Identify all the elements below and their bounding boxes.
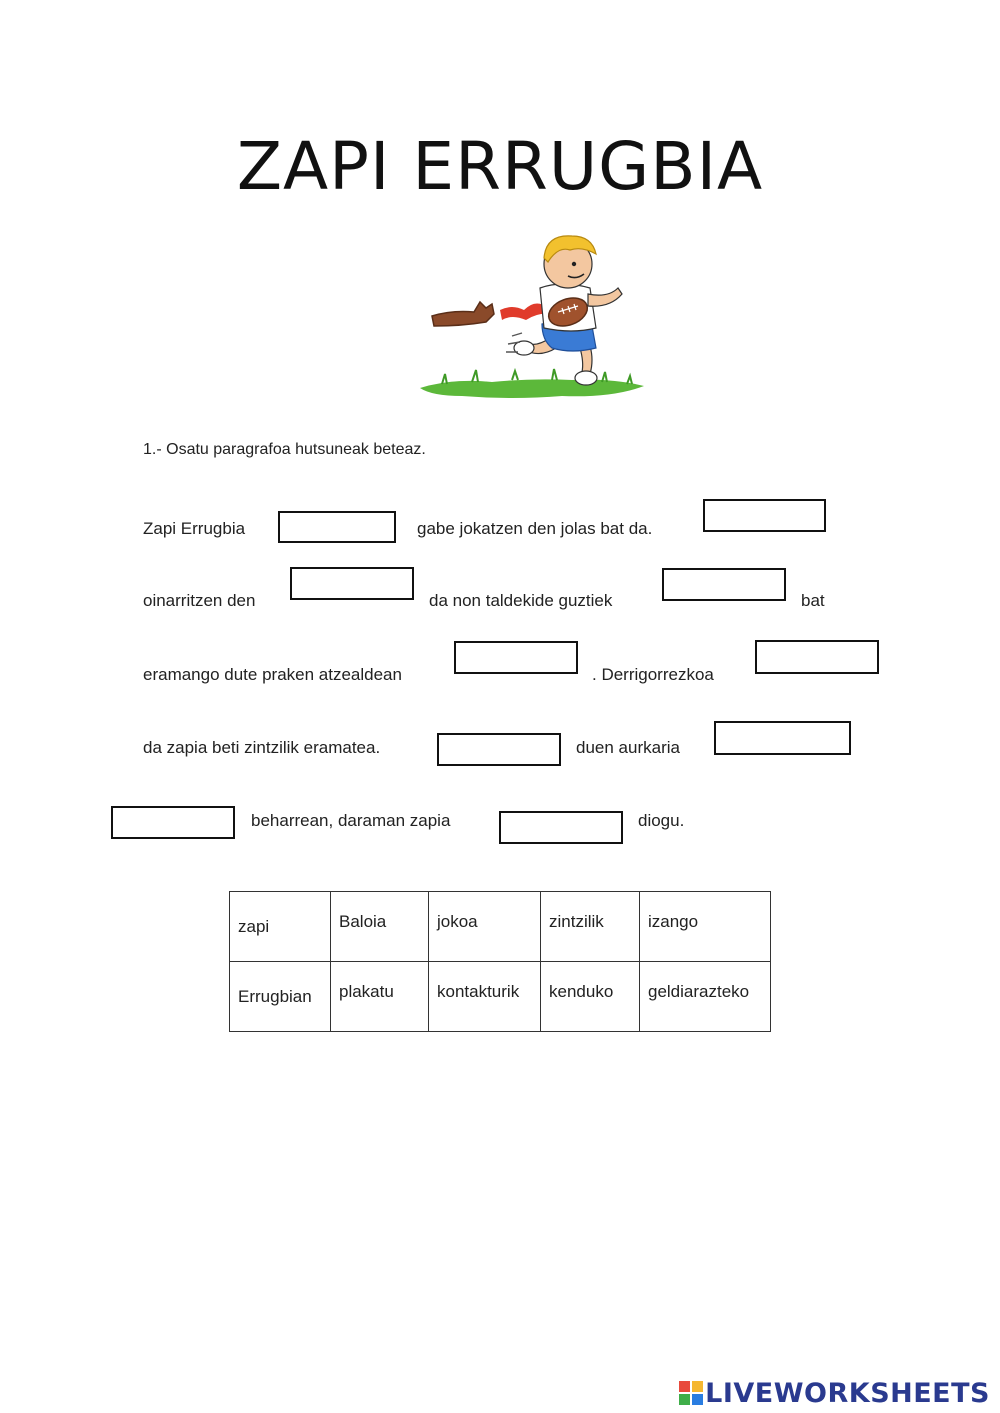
page-title: ZAPI ERRUGBIA bbox=[236, 128, 764, 205]
blank-input-6[interactable] bbox=[755, 640, 879, 674]
paragraph-text: . Derrigorrezkoa bbox=[592, 665, 714, 684]
paragraph-text: duen aurkaria bbox=[576, 738, 680, 757]
liveworksheets-logo bbox=[679, 1378, 990, 1409]
paragraph-text: diogu. bbox=[638, 811, 685, 830]
word-cell: Errugbian bbox=[230, 962, 331, 1032]
blank-input-1[interactable] bbox=[278, 511, 396, 543]
paragraph-text: da zapia beti zintzilik eramatea. bbox=[143, 738, 381, 757]
paragraph-text: beharrean, daraman zapia bbox=[251, 811, 451, 830]
rugby-boy-illustration bbox=[412, 228, 652, 404]
liveworksheets-logo-icon bbox=[679, 1381, 703, 1405]
paragraph-text: oinarritzen den bbox=[143, 591, 256, 610]
paragraph-text: Zapi Errugbia bbox=[143, 519, 246, 538]
blank-input-2[interactable] bbox=[703, 499, 826, 532]
word-cell: kenduko bbox=[541, 962, 640, 1032]
word-cell: plakatu bbox=[331, 962, 429, 1032]
paragraph-text: eramango dute praken atzealdean bbox=[143, 665, 402, 684]
blank-input-10[interactable] bbox=[499, 811, 623, 844]
paragraph-text: gabe jokatzen den jolas bat da. bbox=[417, 519, 653, 538]
paragraph-text: bat bbox=[801, 591, 825, 610]
word-cell: zapi bbox=[230, 892, 331, 962]
instruction-text: 1.- Osatu paragrafoa hutsuneak beteaz. bbox=[143, 441, 426, 458]
word-cell: izango bbox=[640, 892, 771, 962]
word-cell: kontakturik bbox=[429, 962, 541, 1032]
blank-input-9[interactable] bbox=[111, 806, 235, 839]
blank-input-5[interactable] bbox=[454, 641, 578, 674]
paragraph-text: da non taldekide guztiek bbox=[429, 591, 613, 610]
blank-input-4[interactable] bbox=[662, 568, 786, 601]
word-cell: geldiarazteko bbox=[640, 962, 771, 1032]
word-cell: Baloia bbox=[331, 892, 429, 962]
table-row bbox=[230, 892, 771, 962]
blank-input-3[interactable] bbox=[290, 567, 414, 600]
table-row bbox=[230, 962, 771, 1032]
blank-input-8[interactable] bbox=[714, 721, 851, 755]
word-cell: zintzilik bbox=[541, 892, 640, 962]
word-bank-table bbox=[229, 891, 771, 1032]
word-cell: jokoa bbox=[429, 892, 541, 962]
blank-input-7[interactable] bbox=[437, 733, 561, 766]
brand-text: LIVEWORKSHEETS bbox=[705, 1378, 990, 1409]
